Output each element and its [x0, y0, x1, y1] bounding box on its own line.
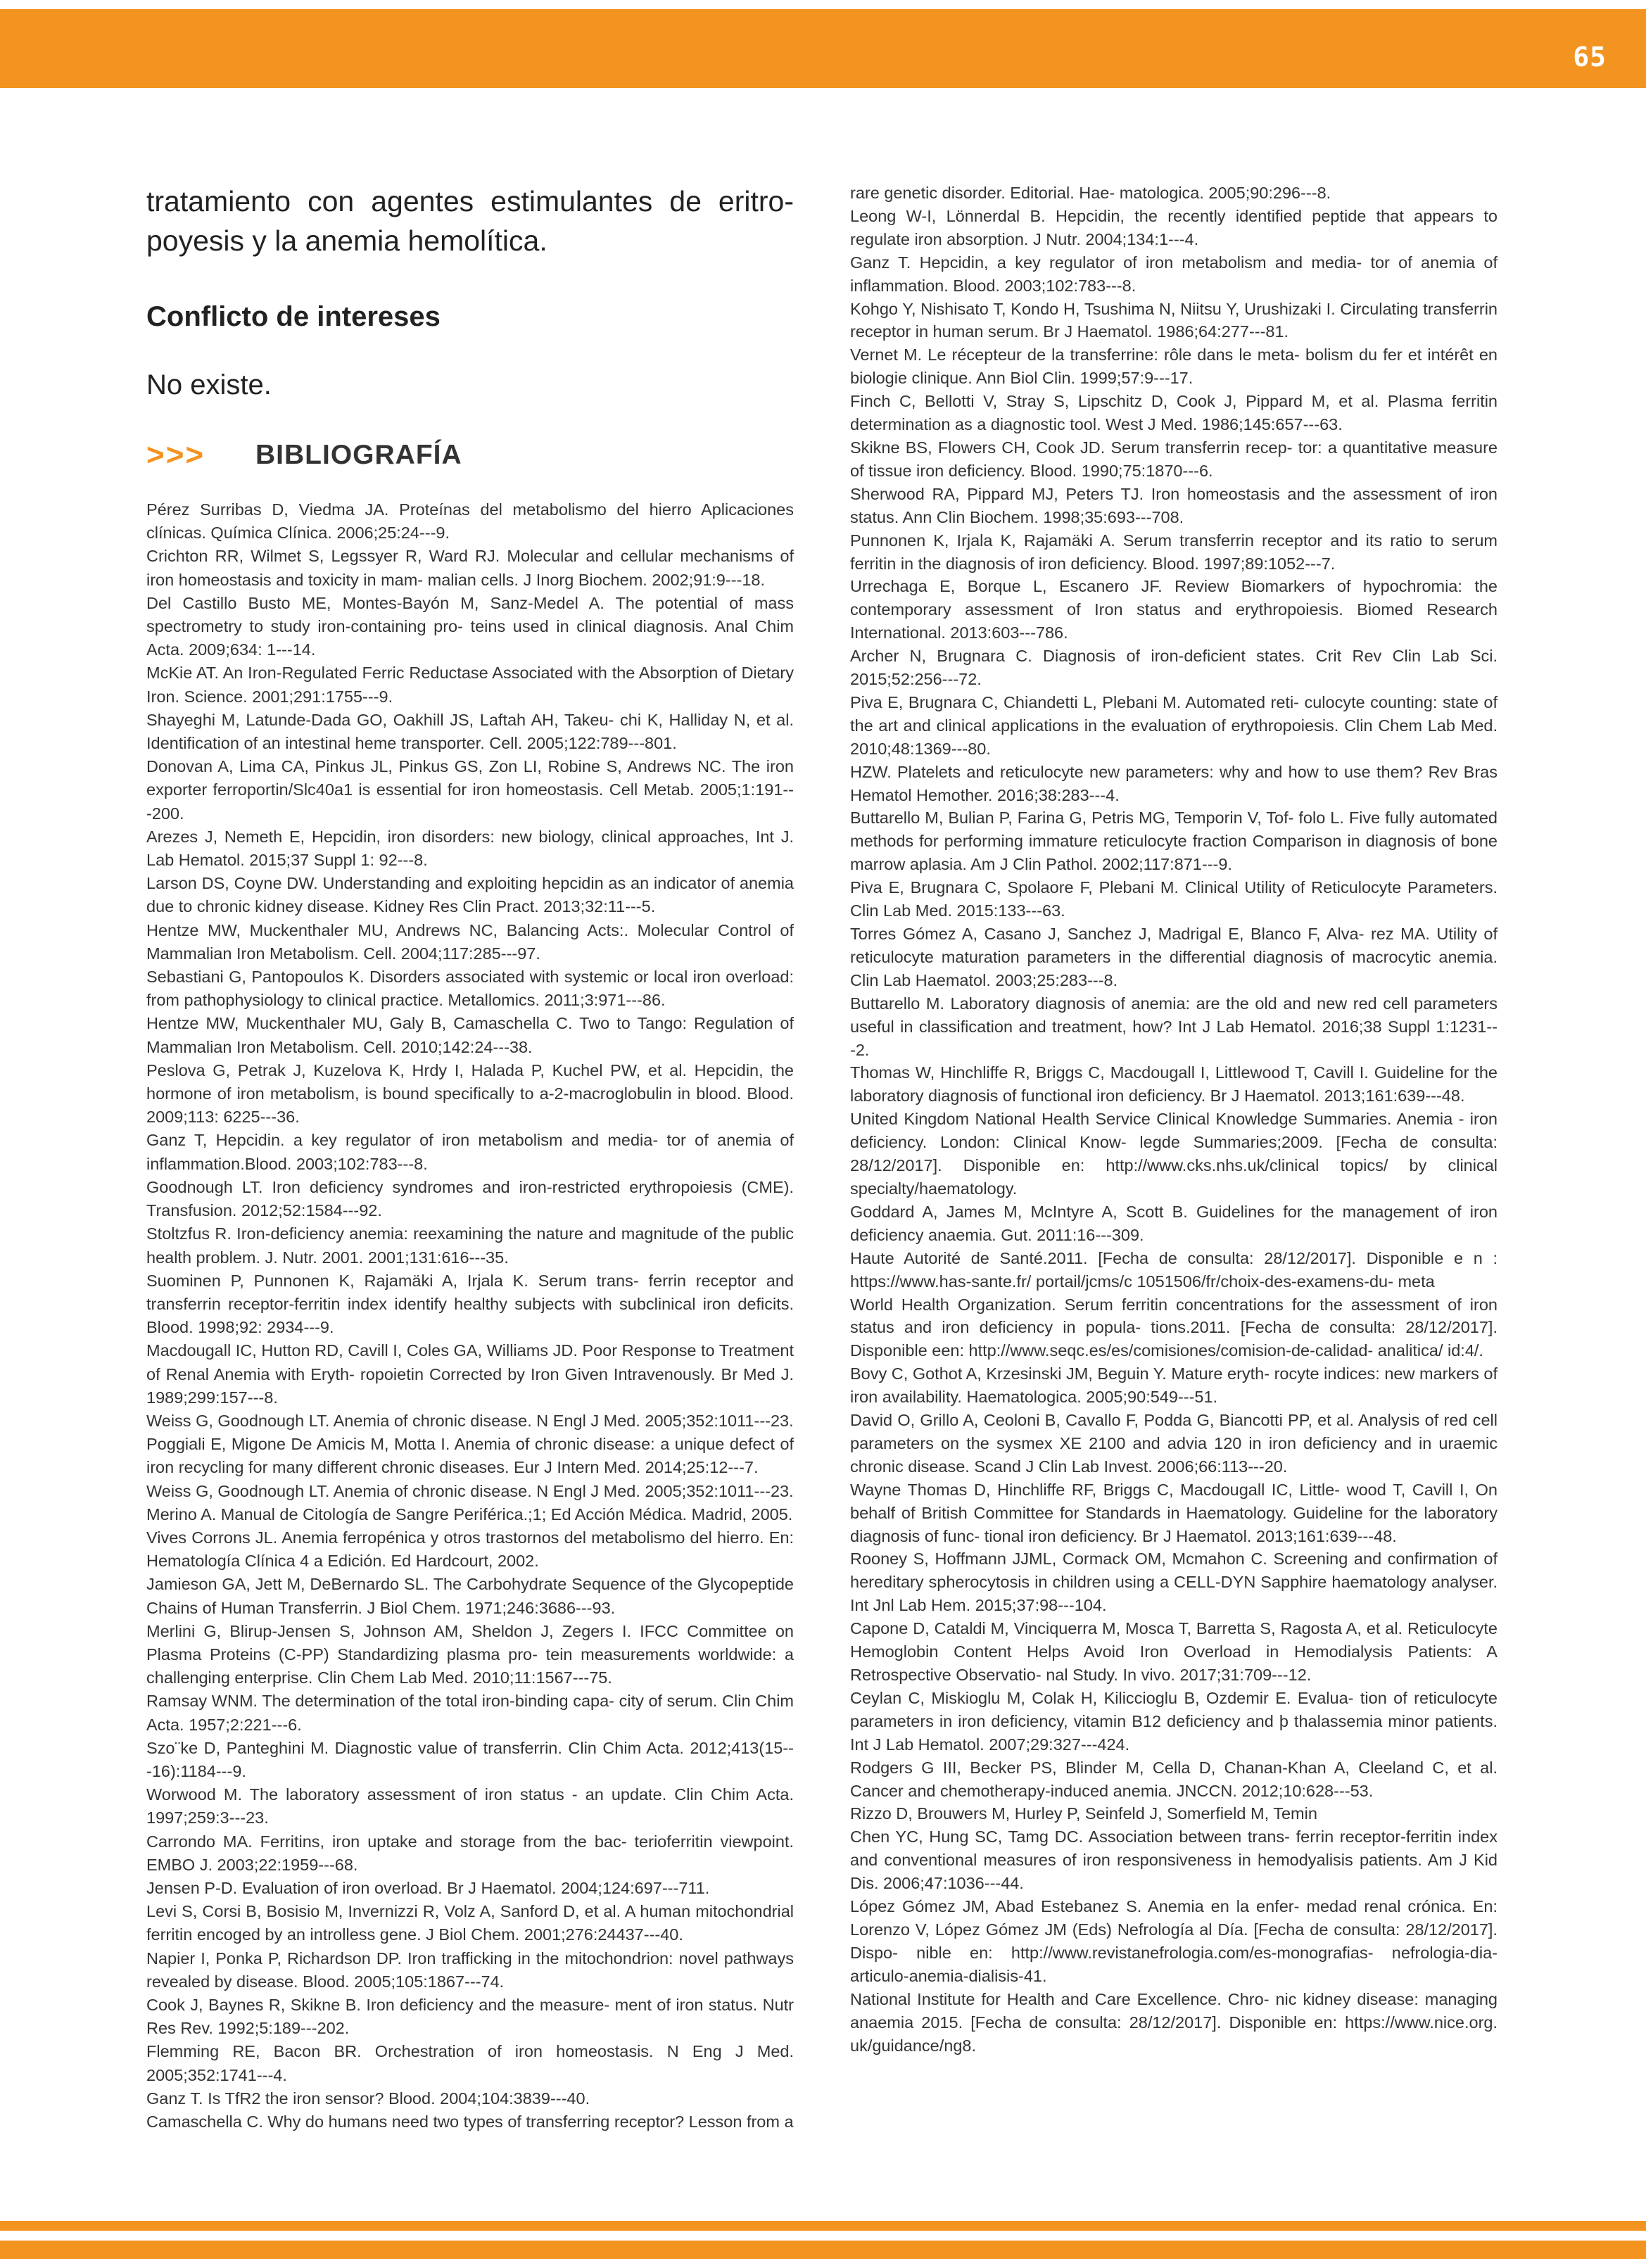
reference-item: Torres Gómez A, Casano J, Sanchez J, Madrigal E, Blanco F, Alva- rez MA. Utility of reticulocyte maturation parameters in the differential diagnosis of macrocytic anemia. Clin Lab Haematol. 2003;25:283---8.: [850, 925, 1498, 989]
reference-item: Punnonen K, Irjala K, Rajamäki A. Serum transferrin receptor and its ratio to serum ferritin in the diagnosis of iron deficiency. Blood. 1997;89:1052---7.: [850, 531, 1498, 573]
reference-item: Urrechaga E, Borque L, Escanero JF. Review Biomarkers of hypochromia: the contemporary assessment of Iron status and erythropoiesis. Biomed Research International. 2013:603---786.: [850, 577, 1498, 642]
bibliography-header: [146, 438, 794, 473]
reference-item: Merlini G, Blirup-Jensen S, Johnson AM, Sheldon J, Zegers I. IFCC Committee on Plasma Proteins (C-PP) Standardizing plasma pro- tein measurements worldwide: a challenging enterprise. Clin Chem Lab Med. 2010;11:1567---75.: [146, 1621, 794, 1687]
reference-item: Donovan A, Lima CA, Pinkus JL, Pinkus GS, Zon LI, Robine S, Andrews NC. The iron exporter ferroportin/Slc40a1 is essential for iron homeostasis. Cell Metab. 2005;1:191---200.: [146, 757, 794, 823]
reference-item: Ganz T. Is TfR2 the iron sensor? Blood. 2004;104:3839---40.: [146, 2089, 590, 2108]
intro-paragraph: tratamiento con agentes estimulantes de eritro- poyesis y la anemia hemolítica.: [146, 185, 794, 257]
reference-item: Ceylan C, Miskioglu M, Colak H, Kiliccioglu B, Ozdemir E. Evalua- tion of reticulocyte parameters in iron deficiency, vitamin B12 deficiency and þ thalassemia minor patients. Int J Lab Hematol. 2007;29:327---424.: [850, 1688, 1498, 1754]
reference-item: Cook J, Baynes R, Skikne B. Iron deficiency and the measure- ment of iron status. Nutr Res Rev. 1992;5:189---202.: [146, 1996, 794, 2038]
conflict-text: No existe.: [146, 369, 272, 400]
footer-bar-thick: [0, 2241, 1646, 2259]
reference-item: Pérez Surribas D, Viedma JA. Proteínas del metabolismo del hierro Aplicaciones clínicas. Química Clínica. 2006;25:24---9.: [146, 500, 794, 543]
reference-item: Hentze MW, Muckenthaler MU, Galy B, Camaschella C. Two to Tango: Regulation of Mammalian Iron Metabolism. Cell. 2010;142:24---38.: [146, 1014, 794, 1056]
reference-item: Levi S, Corsi B, Bosisio M, Invernizzi R, Volz A, Sanford D, et al. A human mitochondrial ferritin encoged by an introlless gene. J Biol Chem. 2001;276:24437---40.: [146, 1902, 794, 1944]
reference-item: Thomas W, Hinchliffe R, Briggs C, Macdougall I, Littlewood T, Cavill I. Guideline for the laboratory diagnosis of functional iron deficiency. Br J Haematol. 2013;161:639---48.: [850, 1063, 1498, 1106]
reference-item: Stoltzfus R. Iron-deficiency anemia: reexamining the nature and magnitude of the public health problem. J. Nutr. 2001. 2001;131:616---35.: [146, 1224, 794, 1267]
reference-item: Poggiali E, Migone De Amicis M, Motta I. Anemia of chronic disease: a unique defect of iron recycling for many different chronic diseases. Eur J Intern Med. 2014;25:12---7.: [146, 1435, 794, 1477]
reference-item: Weiss G, Goodnough LT. Anemia of chronic disease. N Engl J Med. 2005;352:1011---23.: [146, 1481, 794, 1500]
reference-item: David O, Grillo A, Ceoloni B, Cavallo F, Podda G, Biancotti PP, et al. Analysis of red cell parameters on the sysmex XE 2100 and advia 120 in iron deficiency and in uraemic chronic disease. Scand J Clin Lab Invest. 2006;66:113---20.: [850, 1411, 1498, 1476]
reference-item: Bovy C, Gothot A, Krzesinski JM, Beguin Y. Mature eryth- rocyte indices: new markers of iron availability. Haematologica. 2005;90:549---51.: [850, 1364, 1498, 1407]
reference-item: Archer N, Brugnara C. Diagnosis of iron-deficient states. Crit Rev Clin Lab Sci. 2015;52:256---72.: [850, 647, 1498, 689]
reference-item: Szo¨ke D, Panteghini M. Diagnostic value of transferrin. Clin Chim Acta. 2012;413(15---16):1184---9.: [146, 1738, 794, 1780]
reference-item: Sherwood RA, Pippard MJ, Peters TJ. Iron homeostasis and the assessment of iron status. Ann Clin Biochem. 1998;35:693---708.: [850, 484, 1498, 526]
reference-item: Camaschella C. Why do humans need two types of transferring receptor? Lesson from a: [146, 2112, 794, 2131]
reference-item: rare genetic disorder. Editorial. Hae- matologica. 2005;90:296---8.: [850, 184, 1331, 202]
footer-bar-thin: [0, 2221, 1646, 2231]
reference-item: Jamieson GA, Jett M, DeBernardo SL. The Carbohydrate Sequence of the Glycopeptide Chains of Human Transferrin. J Biol Chem. 1971;246:3686---93.: [146, 1575, 794, 1617]
reference-item: Vernet M. Le récepteur de la transferrine: rôle dans le meta- bolism du fer et intérêt en biologie clinique. Ann Biol Clin. 1999;57:9---17.: [850, 346, 1498, 388]
reference-item: World Health Organization. Serum ferritin concentrations for the assessment of iron status and iron deficiency in popula- tions.2011. [Fecha de consulta: 28/12/2017]. Disponible een: http://www.seqc.es/es/comisiones/comision-de-calidad- analitica/ id:4/.: [850, 1295, 1498, 1360]
reference-item: Goddard A, James M, McIntyre A, Scott B. Guidelines for the management of iron deficiency anaemia. Gut. 2011:16---309.: [850, 1202, 1498, 1244]
reference-item: Macdougall IC, Hutton RD, Cavill I, Coles GA, Williams JD. Poor Response to Treatment of Renal Anemia with Eryth- ropoietin Corrected by Iron Given Intravenously. Br Med J. 1989;299:157---8.: [146, 1341, 794, 1407]
reference-item: Del Castillo Busto ME, Montes-Bayón M, Sanz-Medel A. The potential of mass spectrometry to study iron-containing pro- teins used in clinical diagnosis. Anal Chim Acta. 2009;634: 1---14.: [146, 593, 794, 659]
reference-item: Leong W-I, Lönnerdal B. Hepcidin, the recently identified peptide that appears to regulate iron absorption. J Nutr. 2004;134:1---4.: [850, 206, 1498, 248]
reference-item: Ganz T. Hepcidin, a key regulator of iron metabolism and media- tor of anemia of inflammation. Blood. 2003;102:783---8.: [850, 253, 1498, 295]
reference-item: Merino A. Manual de Citología de Sangre Periférica.;1; Ed Acción Médica. Madrid, 2005.: [146, 1504, 793, 1523]
reference-item: Suominen P, Punnonen K, Rajamäki A, Irjala K. Serum trans- ferrin receptor and transferrin receptor-ferritin index identify healthy subjects with subclinical iron deficits. Blood. 1998;92: 2934---9.: [146, 1271, 794, 1337]
reference-item: Finch C, Bellotti V, Stray S, Lipschitz D, Cook J, Pippard M, et al. Plasma ferritin determination as a diagnostic tool. West J Med. 1986;145:657---63.: [850, 392, 1498, 434]
reference-item: López Gómez JM, Abad Estebanez S. Anemia en la enfer- medad renal crónica. En: Lorenzo V, López Gómez JM (Eds) Nefrología al Día. [Fecha de consulta: 28/12/2017]. Dispo- nible en: http://www.revistanefrologia.com/es-monografias- nefrologia-dia-articulo-anemia-dialisis-41.: [850, 1897, 1498, 1985]
page-number: 65: [1573, 42, 1607, 72]
arrows-icon: >>>: [146, 438, 205, 472]
reference-item: Flemming RE, Bacon BR. Orchestration of iron homeostasis. N Eng J Med. 2005;352:1741---4.: [146, 2042, 794, 2084]
reference-item: Rizzo D, Brouwers M, Hurley P, Seinfeld J, Somerfield M, Temin: [850, 1804, 1317, 1823]
reference-item: Napier I, Ponka P, Richardson DP. Iron trafficking in the mitochondrion: novel pathways revealed by disease. Blood. 2005;105:1867---74.: [146, 1949, 794, 1991]
reference-item: Haute Autorité de Santé.2011. [Fecha de consulta: 28/12/2017]. Disponible e n : https://www.has-sante.fr/ portail/jcms/c 1051506/fr/choix-des-examens-du- meta: [850, 1248, 1498, 1291]
reference-item: Buttarello M. Laboratory diagnosis of anemia: are the old and new red cell parameters useful in classification and treatment, how? Int J Lab Hematol. 2016;38 Suppl 1:1231---2.: [850, 994, 1498, 1059]
reference-item: Goodnough LT. Iron deficiency syndromes and iron-restricted erythropoiesis (CME). Transfusion. 2012;52:1584---92.: [146, 1177, 794, 1220]
header-bar: [0, 9, 1646, 88]
reference-item: Sebastiani G, Pantopoulos K. Disorders associated with systemic or local iron overload: from pathophysiology to clinical practice. Metallomics. 2011;3:971---86.: [146, 968, 794, 1010]
right-column: [850, 182, 1498, 2057]
reference-item: Rooney S, Hoffmann JJML, Cormack OM, Mcmahon C. Screening and confirmation of hereditary spherocytosis in children using a CELL-DYN Sapphire haematology analyser. Int Jnl Lab Hem. 2015;37:98---104.: [850, 1550, 1498, 1615]
reference-item: Buttarello M, Bulian P, Farina G, Petris MG, Temporin V, Tof- folo L. Five fully automated methods for performing immature reticulocyte fraction Comparison in diagnosis of bone marrow aplasia. Am J Clin Pathol. 2002;117:871---9.: [850, 809, 1498, 874]
reference-item: McKie AT. An Iron-Regulated Ferric Reductase Associated with the Absorption of Dietary Iron. Science. 2001;291:1755---9.: [146, 664, 794, 706]
reference-item: Skikne BS, Flowers CH, Cook JD. Serum transferrin recep- tor: a quantitative measure of tissue iron deficiency. Blood. 1990;75:1870---6.: [850, 438, 1498, 480]
reference-item: Rodgers G III, Becker PS, Blinder M, Cella D, Chanan-Khan A, Cleeland C, et al. Cancer and chemotherapy-induced anemia. JNCCN. 2012;10:628---53.: [850, 1758, 1498, 1800]
reference-item: Weiss G, Goodnough LT. Anemia of chronic disease. N Engl J Med. 2005;352:1011---23.: [146, 1411, 794, 1430]
reference-item: Vives Corrons JL. Anemia ferropénica y otros trastornos del metabolismo del hierro. En: Hematología Clínica 4 a Edición. Ed Hardcourt, 2002.: [146, 1528, 794, 1571]
reference-item: Crichton RR, Wilmet S, Legssyer R, Ward RJ. Molecular and cellular mechanisms of iron homeostasis and toxicity in mam- malian cells. J Inorg Biochem. 2002;91:9---18.: [146, 547, 794, 589]
reference-item: National Institute for Health and Care Excellence. Chro- nic kidney disease: managing anaemia 2015. [Fecha de consulta: 28/12/2017]. Disponible en: https://www.nice.org. uk/guidance/ng8.: [850, 1989, 1498, 2055]
reference-item: Wayne Thomas D, Hinchliffe RF, Briggs C, Macdougall IC, Little- wood T, Cavill I, On behalf of British Committee for Standards in Haematology. Guideline for the laboratory diagnosis of func- tional iron deficiency. Br J Haematol. 2013;161:639---48.: [850, 1480, 1498, 1545]
reference-item: Jensen P-D. Evaluation of iron overload. Br J Haematol. 2004;124:697---711.: [146, 1878, 710, 1897]
reference-item: Shayeghi M, Latunde-Dada GO, Oakhill JS, Laftah AH, Takeu- chi K, Halliday N, et al. Identification of an intestinal heme transporter. Cell. 2005;122:789---801.: [146, 710, 794, 753]
reference-list-left: [146, 498, 794, 2134]
reference-item: HZW. Platelets and reticulocyte new parameters: why and how to use them? Rev Bras Hematol Hemother. 2016;38:283---4.: [850, 762, 1498, 804]
bibliography-title: BIBLIOGRAFÍA: [255, 440, 462, 470]
reference-item: Piva E, Brugnara C, Chiandetti L, Plebani M. Automated reti- culocyte counting: state of the art and clinical applications in the evaluation of erythropoiesis. Clin Chem Lab Med. 2010;48:1369---80.: [850, 692, 1498, 758]
reference-item: Larson DS, Coyne DW. Understanding and exploiting hepcidin as an indicator of anemia due to chronic kidney disease. Kidney Res Clin Pract. 2013;32:11---5.: [146, 874, 794, 916]
reference-item: Piva E, Brugnara C, Spolaore F, Plebani M. Clinical Utility of Reticulocyte Parameters. Clin Lab Med. 2015:133---63.: [850, 878, 1498, 920]
reference-item: Kohgo Y, Nishisato T, Kondo H, Tsushima N, Niitsu Y, Urushizaki I. Circulating transferrin receptor in human serum. Br J Haematol. 1986;64:277---81.: [850, 299, 1498, 341]
reference-item: Carrondo MA. Ferritins, iron uptake and storage from the bac- terioferritin viewpoint. EMBO J. 2003;22:1959---68.: [146, 1832, 794, 1874]
conflict-heading: Conflicto de intereses: [146, 301, 441, 332]
reference-item: Arezes J, Nemeth E, Hepcidin, iron disorders: new biology, clinical approaches, Int J. Lab Hematol. 2015;37 Suppl 1: 92---8.: [146, 827, 794, 870]
reference-item: Hentze MW, Muckenthaler MU, Andrews NC, Balancing Acts:. Molecular Control of Mammalian Iron Metabolism. Cell. 2004;117:285---97.: [146, 920, 794, 963]
reference-list-right: [850, 182, 1498, 2057]
reference-item: Chen YC, Hung SC, Tamg DC. Association between trans- ferrin receptor-ferritin index and conventional measures of iron responsiveness in hemodyalisis patients. Am J Kid Dis. 2006;47:1036---44.: [850, 1827, 1498, 1893]
reference-item: Peslova G, Petrak J, Kuzelova K, Hrdy I, Halada P, Kuchel PW, et al. Hepcidin, the hormone of iron metabolism, is bound specifically to a-2-macroglobulin in blood. Blood. 2009;113: 6225---36.: [146, 1060, 794, 1127]
reference-item: Worwood M. The laboratory assessment of iron status - an update. Clin Chim Acta. 1997;259:3---23.: [146, 1785, 794, 1827]
left-column: [146, 182, 794, 2134]
reference-item: Ramsay WNM. The determination of the total iron-binding capa- city of serum. Clin Chim Acta. 1957;2:221---6.: [146, 1692, 794, 1734]
reference-item: United Kingdom National Health Service Clinical Knowledge Summaries. Anemia - iron deficiency. London: Clinical Know- legde Summaries;2009. [Fecha de consulta: 28/12/2017]. Disponible en: http://www.cks.nhs.uk/clinical topics/ by clinical specialty/haematology.: [850, 1110, 1498, 1198]
reference-item: Ganz T, Hepcidin. a key regulator of iron metabolism and media- tor of anemia of inflammation.Blood. 2003;102:783---8.: [146, 1131, 794, 1173]
reference-item: Capone D, Cataldi M, Vinciquerra M, Mosca T, Barretta S, Ragosta A, et al. Reticulocyte Hemoglobin Content Helps Avoid Iron Overload in Hemodialysis Patients: A Retrospective Observatio- nal Study. In vivo. 2017;31:709---12.: [850, 1619, 1498, 1684]
